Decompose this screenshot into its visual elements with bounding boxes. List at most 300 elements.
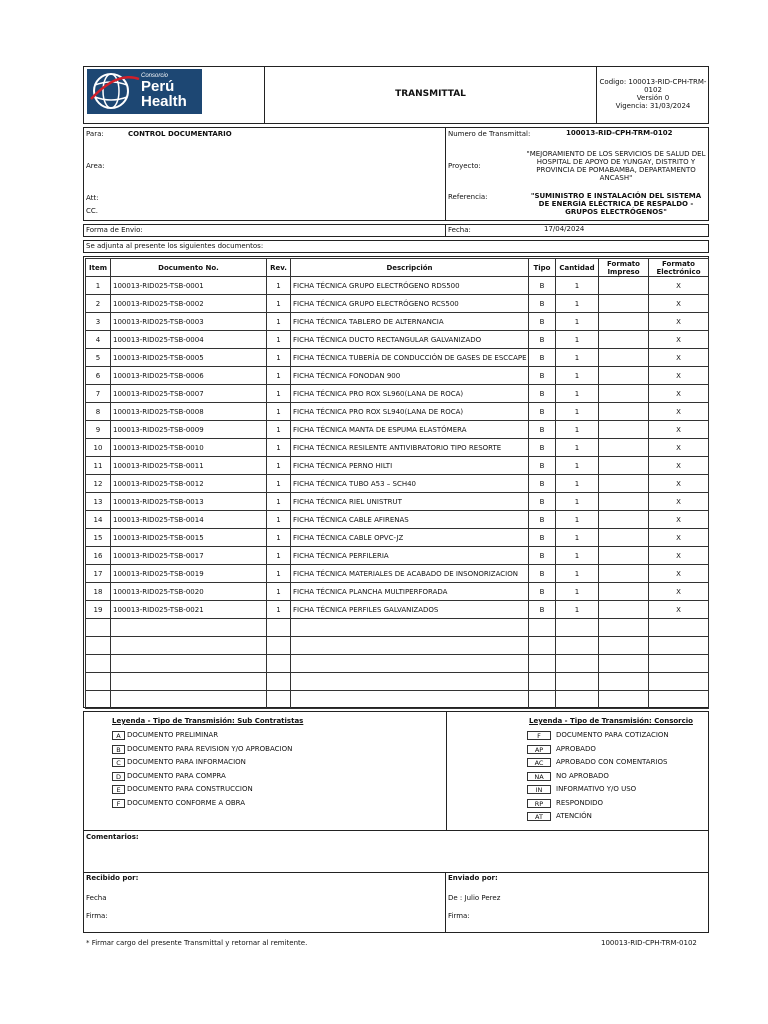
- legend-code-box: AP: [527, 745, 551, 754]
- cell-item: 14: [86, 511, 111, 529]
- cell-item: 9: [86, 421, 111, 439]
- cell-documento: 100013-RID025-TSB-0020: [111, 583, 267, 601]
- cell-item: 10: [86, 439, 111, 457]
- comentarios-label: Comentarios:: [86, 833, 139, 841]
- col-header-documento: Documento No.: [111, 259, 267, 277]
- cell-formato-impreso: [599, 529, 649, 547]
- cell-empty: [599, 655, 649, 673]
- proyecto-line-4: ANCASH": [599, 174, 633, 182]
- cell-rev: 1: [267, 601, 291, 619]
- cell-documento: 100013-RID025-TSB-0021: [111, 601, 267, 619]
- cell-empty: [267, 673, 291, 691]
- cell-tipo: B: [529, 457, 556, 475]
- legend-code-box: F: [527, 731, 551, 740]
- cell-documento: 100013-RID025-TSB-0009: [111, 421, 267, 439]
- table-row: [86, 367, 709, 385]
- cell-empty: [86, 673, 111, 691]
- cell-formato-electronico: X: [649, 493, 709, 511]
- cell-cantidad: 1: [556, 331, 599, 349]
- cell-formato-impreso: [599, 403, 649, 421]
- cell-empty: [111, 691, 267, 709]
- col-header-tipo: Tipo: [529, 259, 556, 277]
- cell-rev: 1: [267, 331, 291, 349]
- cell-tipo: B: [529, 385, 556, 403]
- cell-descripcion: FICHA TÉCNICA PERFILERIA: [291, 547, 529, 565]
- cell-formato-electronico: X: [649, 547, 709, 565]
- cell-descripcion: FICHA TÉCNICA FONODAN 900: [291, 367, 529, 385]
- cell-item: 4: [86, 331, 111, 349]
- cell-rev: 1: [267, 511, 291, 529]
- cell-formato-impreso: [599, 601, 649, 619]
- cell-descripcion: FICHA TÉCNICA RESILENTE ANTIVIBRATORIO TIPO RESORTE: [291, 439, 529, 457]
- legend-code-box: C: [112, 758, 125, 767]
- cell-cantidad: 1: [556, 277, 599, 295]
- cell-empty: [529, 655, 556, 673]
- cell-cantidad: 1: [556, 367, 599, 385]
- table-row: [86, 277, 709, 295]
- col-header-formato-electronico: Formato Electrónico: [649, 259, 709, 277]
- cell-empty: [599, 637, 649, 655]
- table-row: [86, 475, 709, 493]
- cell-empty: [86, 691, 111, 709]
- table-row: [86, 601, 709, 619]
- enviado-de: De : Julio Perez: [448, 894, 501, 902]
- logo-line-1: Consorcio: [141, 73, 169, 79]
- cell-cantidad: 1: [556, 493, 599, 511]
- footer-note: * Firmar cargo del presente Transmittal y retornar al remitente.: [86, 939, 308, 947]
- legend-label: ATENCIÓN: [556, 812, 592, 820]
- cell-descripcion: FICHA TÉCNICA MATERIALES DE ACABADO DE INSONORIZACION: [291, 565, 529, 583]
- cell-documento: 100013-RID025-TSB-0002: [111, 295, 267, 313]
- cell-formato-electronico: X: [649, 511, 709, 529]
- cell-rev: 1: [267, 349, 291, 367]
- fecha-value: 17/04/2024: [544, 225, 585, 233]
- table-row: [86, 313, 709, 331]
- table-row: [86, 421, 709, 439]
- cell-tipo: B: [529, 349, 556, 367]
- cell-empty: [111, 673, 267, 691]
- cell-formato-impreso: [599, 583, 649, 601]
- cell-empty: [556, 673, 599, 691]
- legend-label: APROBADO CON COMENTARIOS: [556, 758, 668, 766]
- cell-formato-impreso: [599, 349, 649, 367]
- comentarios-box: [83, 831, 709, 873]
- cell-rev: 1: [267, 547, 291, 565]
- cell-rev: 1: [267, 583, 291, 601]
- document-title: TRANSMITTAL: [395, 89, 466, 99]
- cell-tipo: B: [529, 277, 556, 295]
- cell-empty: [599, 691, 649, 709]
- cell-formato-impreso: [599, 421, 649, 439]
- cell-documento: 100013-RID025-TSB-0005: [111, 349, 267, 367]
- cell-cantidad: 1: [556, 475, 599, 493]
- cell-empty: [649, 619, 709, 637]
- cell-tipo: B: [529, 295, 556, 313]
- cell-empty: [529, 673, 556, 691]
- document-vigencia: Vigencia: 31/03/2024: [615, 102, 691, 110]
- numero-transmittal-value: 100013-RID-CPH-TRM-0102: [566, 129, 673, 137]
- proyecto-line-3: PROVINCIA DE POMABAMBA, DEPARTAMENTO: [536, 166, 696, 174]
- cell-empty: [649, 673, 709, 691]
- cell-formato-electronico: X: [649, 313, 709, 331]
- cell-tipo: B: [529, 367, 556, 385]
- cell-cantidad: 1: [556, 313, 599, 331]
- cell-empty: [291, 691, 529, 709]
- legend-code-box: AT: [527, 812, 551, 821]
- cell-empty: [291, 637, 529, 655]
- cell-empty: [649, 691, 709, 709]
- referencia-label: Referencia:: [448, 193, 488, 201]
- table-row: [86, 403, 709, 421]
- cell-tipo: B: [529, 529, 556, 547]
- cell-descripcion: FICHA TÉCNICA TUBERÍA DE CONDUCCIÓN DE GASES DE ESCCAPE: [291, 349, 529, 367]
- cell-descripcion: FICHA TÉCNICA RIEL UNISTRUT: [291, 493, 529, 511]
- cell-tipo: B: [529, 583, 556, 601]
- cell-formato-impreso: [599, 475, 649, 493]
- cell-cantidad: 1: [556, 511, 599, 529]
- cell-tipo: B: [529, 439, 556, 457]
- cell-rev: 1: [267, 565, 291, 583]
- cell-empty: [111, 637, 267, 655]
- cell-formato-impreso: [599, 457, 649, 475]
- logo-line-3: Health: [141, 93, 187, 110]
- legend-code-box: B: [112, 745, 125, 754]
- cell-formato-electronico: X: [649, 295, 709, 313]
- cell-descripcion: FICHA TÉCNICA GRUPO ELECTRÓGENO RCS500: [291, 295, 529, 313]
- cell-cantidad: 1: [556, 421, 599, 439]
- numero-transmittal-label: Numero de Transmittal:: [448, 130, 531, 138]
- cell-documento: 100013-RID025-TSB-0017: [111, 547, 267, 565]
- cell-documento: 100013-RID025-TSB-0013: [111, 493, 267, 511]
- referencia-line-3: GRUPOS ELECTRÓGENOS": [565, 208, 667, 216]
- cell-formato-electronico: X: [649, 277, 709, 295]
- cell-documento: 100013-RID025-TSB-0001: [111, 277, 267, 295]
- table-row-empty: [86, 655, 709, 673]
- legend-code-box: IN: [527, 785, 551, 794]
- table-row: [86, 349, 709, 367]
- legend-label: DOCUMENTO PARA REVISION Y/O APROBACION: [127, 744, 293, 753]
- cell-formato-impreso: [599, 313, 649, 331]
- cell-empty: [267, 691, 291, 709]
- table-header-row: [86, 259, 709, 277]
- cell-empty: [556, 637, 599, 655]
- cell-descripcion: FICHA TÉCNICA CABLE AFIRENAS: [291, 511, 529, 529]
- cell-empty: [649, 637, 709, 655]
- table-row-empty: [86, 673, 709, 691]
- cell-documento: 100013-RID025-TSB-0007: [111, 385, 267, 403]
- cell-documento: 100013-RID025-TSB-0015: [111, 529, 267, 547]
- legend-sub-title: Leyenda - Tipo de Transmisión: Sub Contratistas: [112, 717, 304, 725]
- footer-code: 100013-RID-CPH-TRM-0102: [601, 939, 697, 947]
- legend-label: DOCUMENTO PARA INFORMACION: [127, 758, 246, 766]
- cell-documento: 100013-RID025-TSB-0008: [111, 403, 267, 421]
- forma-envio-label: Forma de Envio:: [86, 226, 143, 234]
- cell-descripcion: FICHA TÉCNICA PRO ROX SL940(LANA DE ROCA): [291, 403, 529, 421]
- cell-empty: [649, 655, 709, 673]
- table-row: [86, 529, 709, 547]
- cell-formato-electronico: X: [649, 529, 709, 547]
- cell-formato-impreso: [599, 493, 649, 511]
- cc-label: CC.: [86, 207, 99, 215]
- documents-table: [85, 258, 709, 709]
- cell-tipo: B: [529, 313, 556, 331]
- fecha-label: Fecha:: [448, 226, 471, 234]
- cell-formato-electronico: X: [649, 421, 709, 439]
- recibido-title: Recibido por:: [86, 874, 139, 882]
- document-code: Codigo: 100013-RID-CPH-TRM-: [599, 78, 707, 86]
- cell-empty: [86, 637, 111, 655]
- cell-tipo: B: [529, 421, 556, 439]
- cell-formato-electronico: X: [649, 331, 709, 349]
- cell-rev: 1: [267, 439, 291, 457]
- cell-documento: 100013-RID025-TSB-0019: [111, 565, 267, 583]
- cell-cantidad: 1: [556, 295, 599, 313]
- logo-line-2: Perú: [141, 78, 175, 95]
- col-header-cantidad: Cantidad: [556, 259, 599, 277]
- cell-formato-impreso: [599, 385, 649, 403]
- recibido-firma: Firma:: [86, 912, 108, 920]
- table-row-empty: [86, 691, 709, 709]
- cell-formato-impreso: [599, 547, 649, 565]
- para-value: CONTROL DOCUMENTARIO: [128, 130, 232, 138]
- area-label: Area:: [86, 162, 105, 170]
- cell-empty: [529, 637, 556, 655]
- cell-tipo: B: [529, 547, 556, 565]
- forma-fecha-box: [83, 224, 709, 237]
- cell-empty: [556, 619, 599, 637]
- legend-label: RESPONDIDO: [556, 798, 604, 807]
- legend-label: DOCUMENTO PRELIMINAR: [127, 731, 219, 739]
- cell-cantidad: 1: [556, 601, 599, 619]
- cell-formato-impreso: [599, 331, 649, 349]
- table-row: [86, 457, 709, 475]
- cell-documento: 100013-RID025-TSB-0012: [111, 475, 267, 493]
- cell-formato-electronico: X: [649, 439, 709, 457]
- table-row-empty: [86, 637, 709, 655]
- cell-formato-electronico: X: [649, 565, 709, 583]
- cell-item: 8: [86, 403, 111, 421]
- table-row: [86, 511, 709, 529]
- signature-box: [83, 872, 709, 933]
- cell-tipo: B: [529, 331, 556, 349]
- cell-formato-electronico: X: [649, 403, 709, 421]
- cell-tipo: B: [529, 511, 556, 529]
- cell-cantidad: 1: [556, 385, 599, 403]
- cell-formato-electronico: X: [649, 475, 709, 493]
- cell-empty: [111, 655, 267, 673]
- legend-code-box: AC: [527, 758, 551, 767]
- legend-label: NO APROBADO: [556, 771, 609, 780]
- cell-rev: 1: [267, 277, 291, 295]
- cell-empty: [86, 655, 111, 673]
- cell-descripcion: FICHA TÉCNICA DUCTO RECTANGULAR GALVANIZADO: [291, 331, 529, 349]
- legend-cons-title: Leyenda - Tipo de Transmisión: Consorcio: [529, 717, 693, 725]
- cell-tipo: B: [529, 475, 556, 493]
- cell-item: 12: [86, 475, 111, 493]
- cell-descripcion: FICHA TÉCNICA PERFILES GALVANIZADOS: [291, 601, 529, 619]
- legend-label: DOCUMENTO PARA COTIZACION: [556, 731, 669, 739]
- cell-cantidad: 1: [556, 349, 599, 367]
- table-row: [86, 295, 709, 313]
- para-label: Para:: [86, 130, 104, 138]
- cell-cantidad: 1: [556, 565, 599, 583]
- cell-item: 3: [86, 313, 111, 331]
- cell-item: 2: [86, 295, 111, 313]
- cell-formato-impreso: [599, 511, 649, 529]
- col-header-descripcion: Descripción: [291, 259, 529, 277]
- legend-code-box: D: [112, 772, 125, 781]
- cell-empty: [267, 637, 291, 655]
- cell-documento: 100013-RID025-TSB-0011: [111, 457, 267, 475]
- legend-code-box: NA: [527, 772, 551, 781]
- forma-fecha-divider: [445, 224, 446, 237]
- cell-formato-electronico: X: [649, 385, 709, 403]
- referencia-line-2: DE ENERGÍA ELÉCTRICA DE RESPALDO -: [538, 200, 694, 208]
- cell-cantidad: 1: [556, 583, 599, 601]
- cell-empty: [599, 673, 649, 691]
- cell-descripcion: FICHA TÉCNICA PERNO HILTI: [291, 457, 529, 475]
- cell-empty: [529, 691, 556, 709]
- cell-item: 5: [86, 349, 111, 367]
- cell-rev: 1: [267, 367, 291, 385]
- cell-formato-impreso: [599, 439, 649, 457]
- cell-rev: 1: [267, 421, 291, 439]
- referencia-line-1: "SUMINISTRO E INSTALACIÓN DEL SISTEMA: [530, 192, 702, 200]
- cell-empty: [291, 655, 529, 673]
- col-header-item: Item: [86, 259, 111, 277]
- legend-label: DOCUMENTO CONFORME A OBRA: [127, 798, 246, 807]
- proyecto-line-2: HOSPITAL DE APOYO DE YUNGAY, DISTRITO Y: [536, 158, 696, 166]
- cell-empty: [267, 619, 291, 637]
- cell-item: 19: [86, 601, 111, 619]
- cell-formato-impreso: [599, 277, 649, 295]
- recibido-fecha: Fecha: [86, 894, 107, 902]
- legend-code-box: F: [112, 799, 125, 808]
- att-label: Att:: [86, 194, 99, 202]
- cell-item: 6: [86, 367, 111, 385]
- cell-cantidad: 1: [556, 457, 599, 475]
- cell-item: 17: [86, 565, 111, 583]
- cell-formato-impreso: [599, 295, 649, 313]
- cell-formato-electronico: X: [649, 601, 709, 619]
- cell-tipo: B: [529, 601, 556, 619]
- cell-item: 15: [86, 529, 111, 547]
- cell-tipo: B: [529, 493, 556, 511]
- table-row: [86, 547, 709, 565]
- cell-descripcion: FICHA TÉCNICA PRO ROX SL960(LANA DE ROCA): [291, 385, 529, 403]
- cell-documento: 100013-RID025-TSB-0006: [111, 367, 267, 385]
- cell-tipo: B: [529, 403, 556, 421]
- table-row: [86, 331, 709, 349]
- cell-cantidad: 1: [556, 547, 599, 565]
- cell-item: 16: [86, 547, 111, 565]
- cell-documento: 100013-RID025-TSB-0014: [111, 511, 267, 529]
- cell-item: 18: [86, 583, 111, 601]
- cell-formato-impreso: [599, 565, 649, 583]
- legend-divider: [446, 711, 447, 831]
- cell-cantidad: 1: [556, 403, 599, 421]
- cell-documento: 100013-RID025-TSB-0003: [111, 313, 267, 331]
- enviado-title: Enviado por:: [448, 874, 498, 882]
- signature-divider: [445, 872, 446, 933]
- legend-label: INFORMATIVO Y/O USO: [556, 785, 637, 793]
- cell-item: 7: [86, 385, 111, 403]
- cell-empty: [111, 619, 267, 637]
- cell-empty: [556, 655, 599, 673]
- legend-label: DOCUMENTO PARA CONSTRUCCION: [127, 785, 253, 793]
- cell-rev: 1: [267, 529, 291, 547]
- cell-item: 1: [86, 277, 111, 295]
- cell-rev: 1: [267, 457, 291, 475]
- document-code-cont: 0102: [644, 86, 662, 94]
- cell-rev: 1: [267, 403, 291, 421]
- adjunta-text: Se adjunta al presente los siguientes documentos:: [86, 242, 264, 250]
- cell-rev: 1: [267, 385, 291, 403]
- legend-label: APROBADO: [556, 744, 596, 753]
- cell-documento: 100013-RID025-TSB-0010: [111, 439, 267, 457]
- cell-empty: [556, 691, 599, 709]
- info-divider: [445, 127, 446, 221]
- table-row: [86, 493, 709, 511]
- legend-code-box: A: [112, 731, 125, 740]
- col-header-formato-impreso: Formato Impreso: [599, 259, 649, 277]
- cell-cantidad: 1: [556, 529, 599, 547]
- table-row: [86, 565, 709, 583]
- cell-formato-electronico: X: [649, 583, 709, 601]
- cell-descripcion: FICHA TÉCNICA TABLERO DE ALTERNANCIA: [291, 313, 529, 331]
- table-row: [86, 583, 709, 601]
- legend-code-box: E: [112, 785, 125, 794]
- cell-rev: 1: [267, 493, 291, 511]
- cell-empty: [267, 655, 291, 673]
- cell-formato-electronico: X: [649, 349, 709, 367]
- cell-empty: [291, 619, 529, 637]
- cell-formato-impreso: [599, 367, 649, 385]
- cell-descripcion: FICHA TÉCNICA MANTA DE ESPUMA ELASTÓMERA: [291, 421, 529, 439]
- table-row-empty: [86, 619, 709, 637]
- legend-code-box: RP: [527, 799, 551, 808]
- documents-table-body: [86, 277, 709, 709]
- company-logo: [87, 69, 202, 114]
- document-version: Versión 0: [636, 94, 670, 102]
- proyecto-label: Proyecto:: [448, 162, 481, 170]
- cell-rev: 1: [267, 475, 291, 493]
- cell-rev: 1: [267, 295, 291, 313]
- cell-documento: 100013-RID025-TSB-0004: [111, 331, 267, 349]
- cell-descripcion: FICHA TÉCNICA TUBO A53 – SCH40: [291, 475, 529, 493]
- cell-empty: [291, 673, 529, 691]
- cell-descripcion: FICHA TÉCNICA CABLE OPVC-JZ: [291, 529, 529, 547]
- cell-cantidad: 1: [556, 439, 599, 457]
- legend-label: DOCUMENTO PARA COMPRA: [127, 771, 226, 780]
- col-header-rev: Rev.: [267, 259, 291, 277]
- cell-item: 13: [86, 493, 111, 511]
- cell-empty: [599, 619, 649, 637]
- table-row: [86, 385, 709, 403]
- cell-descripcion: FICHA TÉCNICA PLANCHA MULTIPERFORADA: [291, 583, 529, 601]
- cell-empty: [86, 619, 111, 637]
- cell-rev: 1: [267, 313, 291, 331]
- cell-descripcion: FICHA TÉCNICA GRUPO ELECTRÓGENO RDS500: [291, 277, 529, 295]
- enviado-firma: Firma:: [448, 912, 470, 920]
- cell-item: 11: [86, 457, 111, 475]
- cell-tipo: B: [529, 565, 556, 583]
- proyecto-line-1: "MEJORAMIENTO DE LOS SERVICIOS DE SALUD DEL: [526, 150, 706, 158]
- cell-formato-electronico: X: [649, 457, 709, 475]
- cell-formato-electronico: X: [649, 367, 709, 385]
- table-row: [86, 439, 709, 457]
- cell-empty: [529, 619, 556, 637]
